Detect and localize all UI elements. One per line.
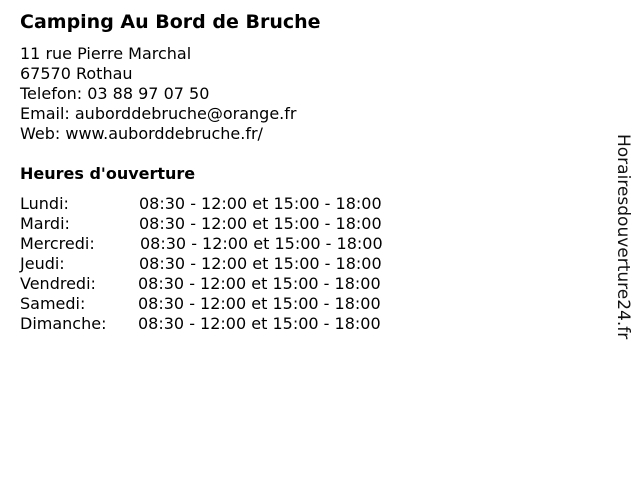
email-line: Email: auborddebruche@orange.fr <box>20 104 297 123</box>
time-range: 08:30 - 12:00 et 15:00 - 18:00 <box>139 214 382 233</box>
time-range: 08:30 - 12:00 et 15:00 - 18:00 <box>138 314 381 333</box>
business-name: Camping Au Bord de Bruche <box>20 11 321 33</box>
time-range: 08:30 - 12:00 et 15:00 - 18:00 <box>140 234 383 253</box>
web-line: Web: www.auborddebruche.fr/ <box>20 124 263 143</box>
day-label: Jeudi: <box>20 254 65 273</box>
watermark <box>611 134 635 370</box>
day-label: Samedi: <box>20 294 86 313</box>
address-street: 11 rue Pierre Marchal <box>20 44 192 63</box>
time-range: 08:30 - 12:00 et 15:00 - 18:00 <box>138 294 381 313</box>
contact-block <box>20 44 296 144</box>
time-range: 08:30 - 12:00 et 15:00 - 18:00 <box>139 194 382 213</box>
address-city: 67570 Rothau <box>20 64 133 83</box>
day-label: Mardi: <box>20 214 70 233</box>
day-label: Mercredi: <box>20 234 95 253</box>
hours-heading: Heures d'ouverture <box>20 164 196 183</box>
day-label: Vendredi: <box>20 274 96 293</box>
time-range: 08:30 - 12:00 et 15:00 - 18:00 <box>138 274 381 293</box>
time-range: 08:30 - 12:00 et 15:00 - 18:00 <box>139 254 382 273</box>
day-label: Dimanche: <box>20 314 107 333</box>
watermark-text: Horairesdouverture24.fr <box>613 134 633 340</box>
phone-line: Telefon: 03 88 97 07 50 <box>20 84 210 103</box>
day-label: Lundi: <box>20 194 69 213</box>
